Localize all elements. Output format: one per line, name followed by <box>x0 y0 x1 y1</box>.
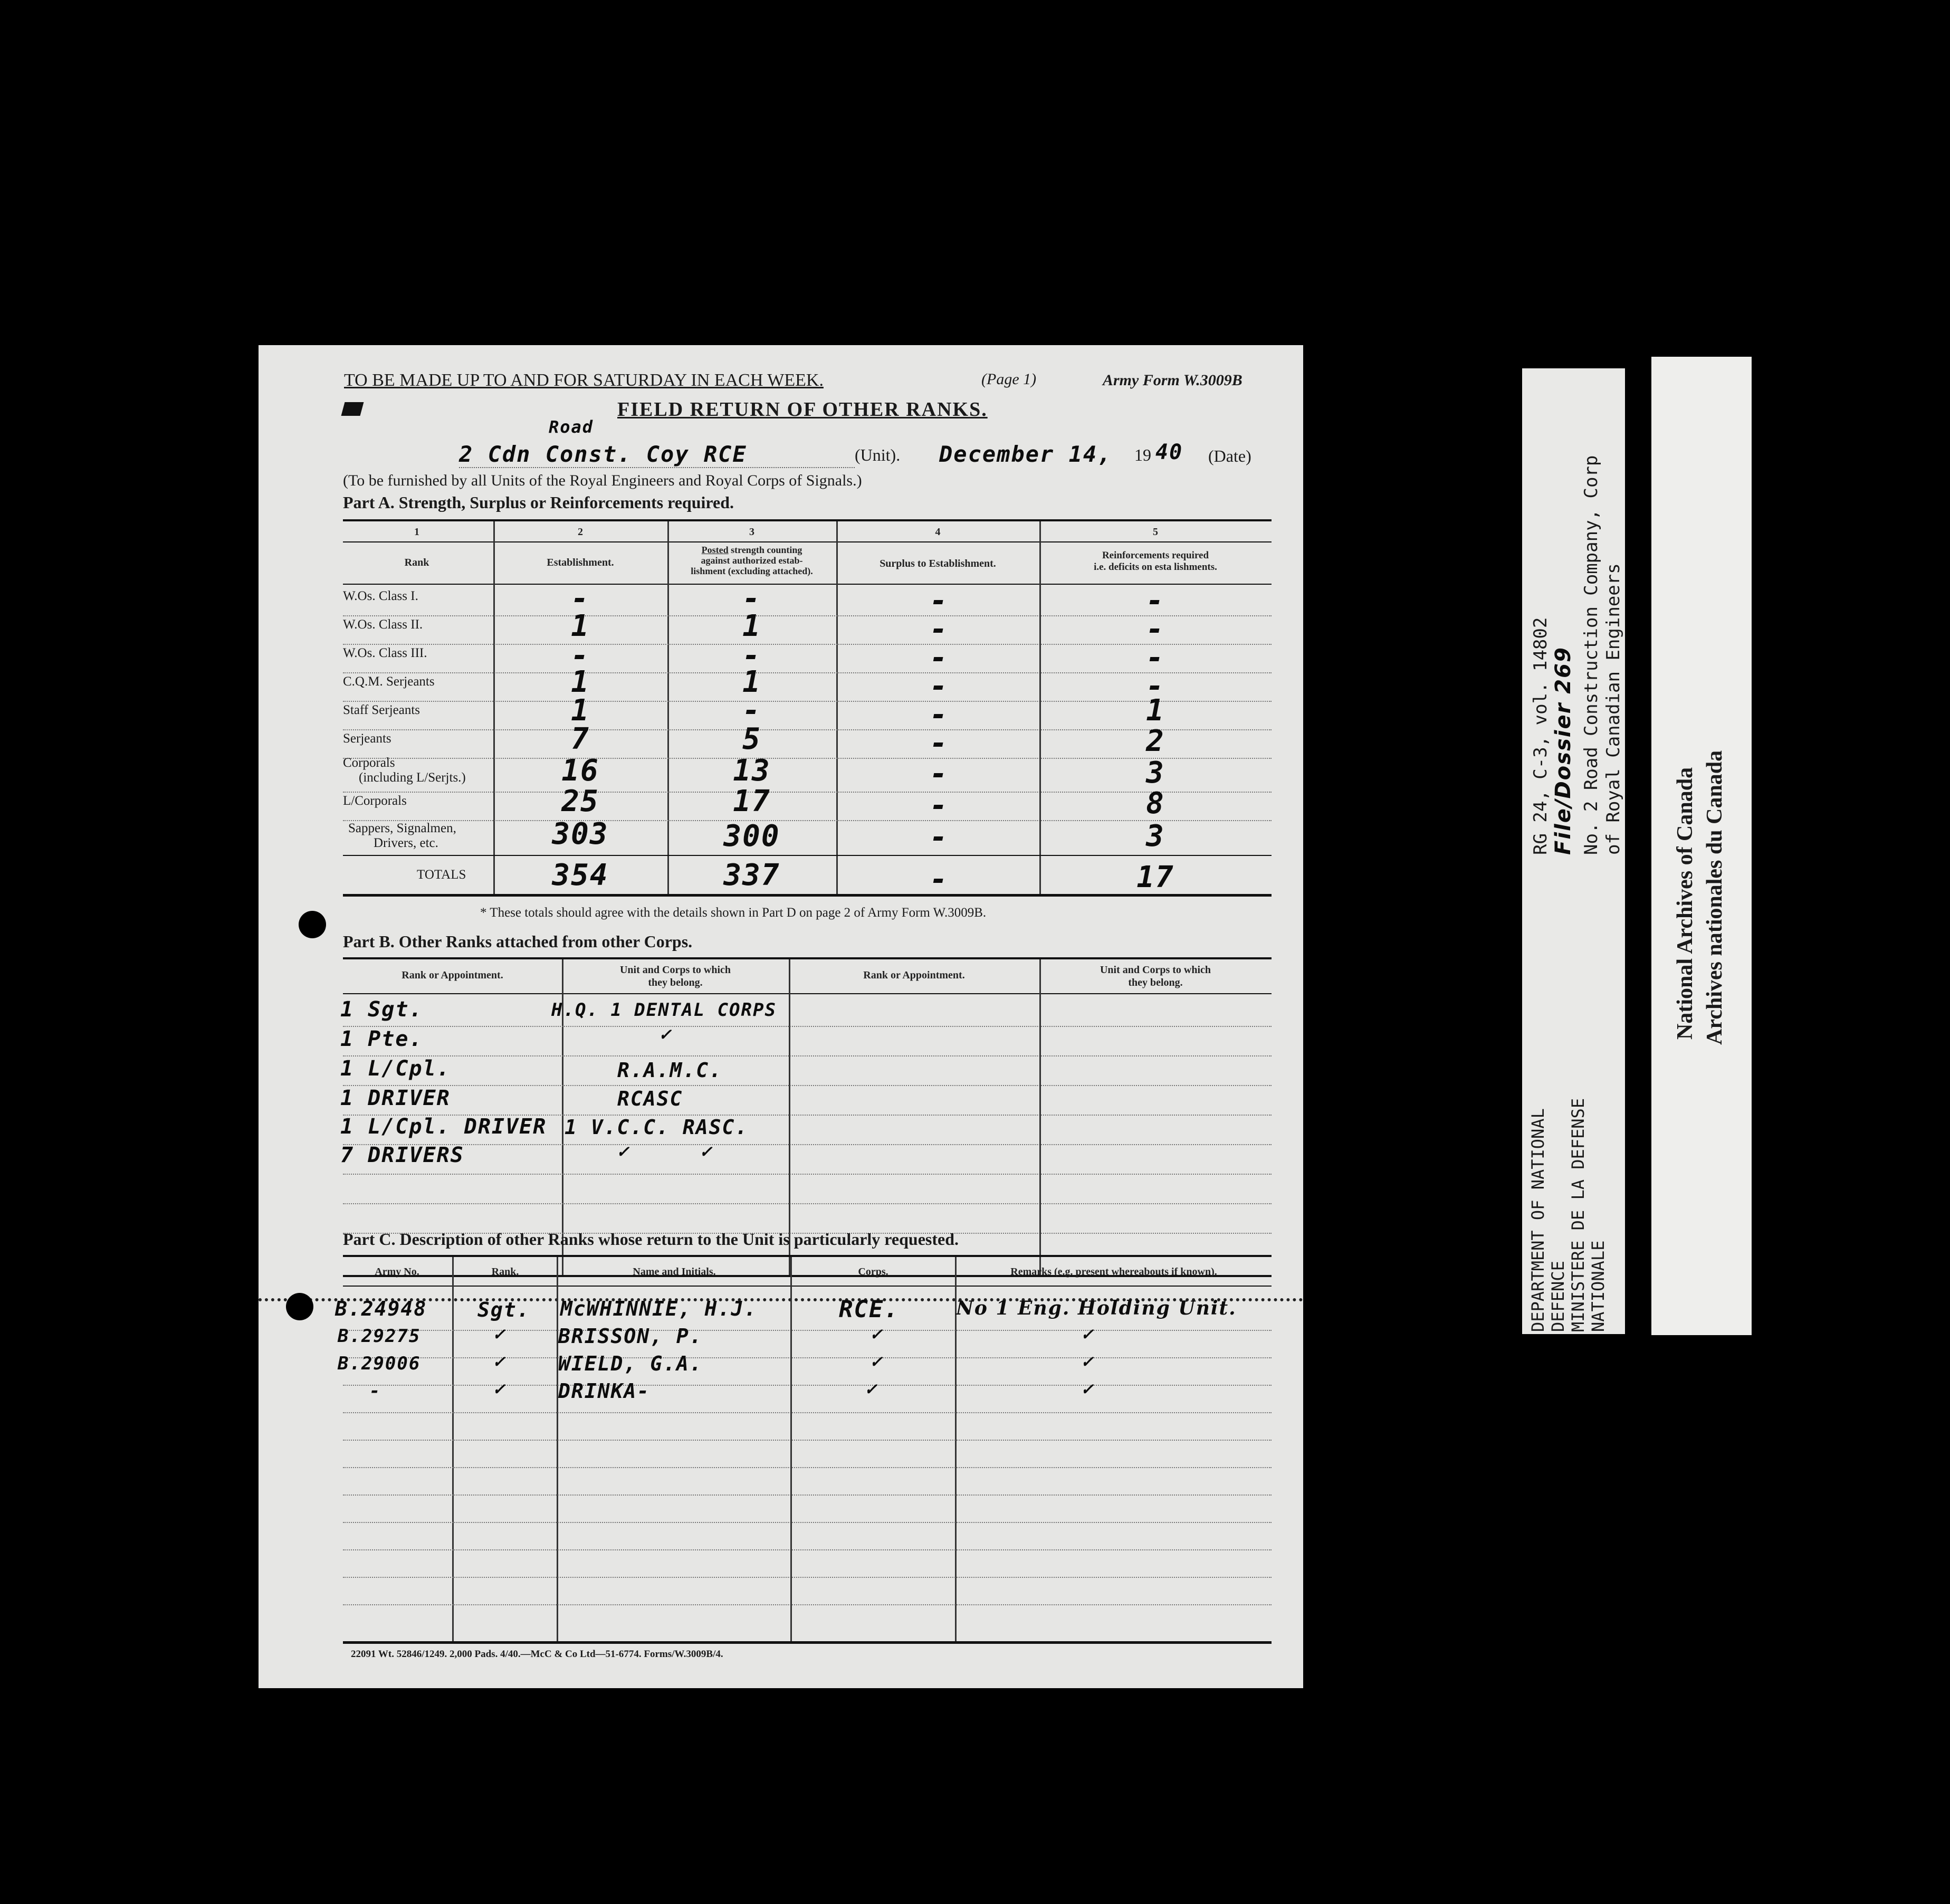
soldier-corps: ✓ <box>871 1351 883 1372</box>
soldier-corps: ✓ <box>871 1324 883 1345</box>
attached-rank: 1 L/Cpl. DRIVER <box>340 1115 547 1139</box>
rank-label: Serjeants <box>343 731 391 746</box>
soldier-rank: Sgt. <box>477 1298 530 1321</box>
totals-top-rule <box>343 855 1272 856</box>
surplus-value: - <box>930 757 949 791</box>
rank-label: Staff Serjeants <box>343 703 420 717</box>
attached-rank: 1 Sgt. <box>340 997 423 1022</box>
row-sep <box>343 1467 1272 1468</box>
establishment-value: 1 <box>571 665 590 699</box>
record-group: RG 24, C-3, vol. 14802 <box>1530 617 1551 855</box>
rank-label: Sappers, Signalmen, <box>348 821 456 835</box>
c-header-rank: Rank. <box>491 1266 519 1278</box>
nac-french: Archives nationales du Canada <box>1703 750 1727 1045</box>
row-sep <box>343 1412 1272 1413</box>
part-a-vline-1 <box>493 521 495 896</box>
part-a-vline-3 <box>836 521 838 896</box>
b-header-unit2-line2: they belong. <box>1128 977 1183 988</box>
nac-english: National Archives of Canada <box>1673 767 1697 1040</box>
army-number: B.29006 <box>338 1353 421 1374</box>
establishment-value: 7 <box>571 722 590 756</box>
col-number-rule <box>343 541 1272 542</box>
soldier-name: DRINKA- <box>558 1379 651 1403</box>
unit-insert-road: Road <box>549 417 594 437</box>
reinf-line1: Reinforcements required <box>1102 550 1209 561</box>
reinforcement-value: 8 <box>1146 786 1165 821</box>
posted-value: 17 <box>733 784 771 818</box>
row-sep <box>343 1440 1272 1441</box>
row-sep <box>343 1055 1272 1056</box>
part-b-vline-3 <box>1039 959 1041 1276</box>
attached-rank: 1 DRIVER <box>340 1086 451 1110</box>
part-c-vline-2 <box>557 1257 558 1642</box>
unit-name: 2 Cdn Const. Coy RCE <box>459 441 855 468</box>
rank-label: C.Q.M. Serjeants <box>343 674 435 689</box>
row-sep <box>343 1494 1272 1496</box>
row-sep <box>343 1604 1272 1605</box>
posted-value: 300 <box>723 819 780 853</box>
reinforcement-value: - <box>1146 669 1165 703</box>
b-header-unit <box>565 964 786 989</box>
attached-unit: RCASC <box>617 1087 683 1110</box>
posted-line1: strength counting <box>731 545 802 555</box>
soldier-rank: ✓ <box>493 1378 505 1400</box>
reinforcement-value: 2 <box>1146 724 1165 758</box>
surplus-value: - <box>930 641 949 675</box>
surplus-value: - <box>930 726 949 760</box>
posted-line3: lishment (excluding attached). <box>691 566 813 576</box>
attached-unit: H.Q. 1 DENTAL CORPS <box>551 999 777 1021</box>
dept-line4: NATIONALE <box>1588 1240 1608 1332</box>
pointing-hand-icon <box>341 402 364 416</box>
soldier-remarks: ✓ <box>1082 1351 1094 1372</box>
date-label: (Date) <box>1208 446 1251 465</box>
attached-unit: ✓ ✓ <box>617 1141 712 1162</box>
part-c-header-rule <box>343 1286 1272 1287</box>
punch-hole <box>286 1293 313 1320</box>
col-header-posted <box>667 545 836 576</box>
surplus-value: - <box>930 612 949 646</box>
reinforcement-value: 3 <box>1146 819 1165 853</box>
reinforcement-value: - <box>1146 584 1165 618</box>
surplus-value: - <box>930 584 949 618</box>
page-number: (Page 1) <box>981 370 1037 388</box>
army-form-number: Army Form W.3009B <box>1103 372 1242 389</box>
attached-unit: 1 V.C.C. RASC. <box>565 1116 749 1139</box>
total-reinforcements: 17 <box>1136 860 1174 894</box>
totals-label: TOTALS <box>417 868 466 882</box>
part-c-top-rule <box>343 1255 1272 1257</box>
establishment-value: 25 <box>561 784 599 818</box>
reinf-line2: i.e. deficits on esta lishments. <box>1094 561 1217 573</box>
col-number-5: 5 <box>1153 526 1158 538</box>
part-a-vline-4 <box>1039 521 1041 896</box>
attached-unit: ✓ <box>659 1024 672 1045</box>
reinforcement-value: - <box>1146 641 1165 675</box>
c-header-corps: Corps. <box>858 1266 888 1278</box>
col-header-rank: Rank <box>404 557 429 568</box>
file-dossier: File/Dossier 269 <box>1551 646 1575 855</box>
soldier-remarks: ✓ <box>1082 1324 1094 1345</box>
total-posted: 337 <box>723 858 780 892</box>
row-sep <box>343 1026 1272 1027</box>
soldier-rank: ✓ <box>493 1324 505 1345</box>
form-sheet <box>259 345 1303 1688</box>
soldier-rank: ✓ <box>493 1351 505 1372</box>
soldier-remarks: No 1 Eng. Holding Unit. <box>956 1297 1237 1319</box>
dept-line3: MINISTERE DE LA DEFENSE <box>1568 1098 1588 1332</box>
b-header-unit-line1: Unit and Corps to which <box>619 964 731 976</box>
row-sep <box>343 1203 1272 1204</box>
total-surplus: - <box>930 862 949 897</box>
attached-rank: 7 DRIVERS <box>340 1143 464 1167</box>
posted-value: - <box>742 582 761 616</box>
part-b-header-rule <box>343 993 1272 994</box>
army-number: B.24948 <box>335 1297 427 1320</box>
row-sep <box>343 1522 1272 1523</box>
posted-value: - <box>742 639 761 673</box>
totals-note: * These totals should agree with the details shown in Part D on page 2 of Army Form W.3009B. <box>480 906 987 920</box>
print-footer: 22091 Wt. 52846/1249. 2,000 Pads. 4/40.—McC & Co Ltd—51-6774. Forms/W.3009B/4. <box>351 1649 723 1660</box>
col-number-4: 4 <box>935 526 941 538</box>
attached-unit: R.A.M.C. <box>617 1059 723 1082</box>
part-b-top-rule <box>343 957 1272 959</box>
posted-value: 5 <box>742 722 761 756</box>
c-header-name: Name and Initials. <box>633 1266 716 1278</box>
dept-line1: DEPARTMENT OF NATIONAL <box>1528 1108 1548 1332</box>
furnish-note: (To be furnished by all Units of the Royal Engineers and Royal Corps of Signals.) <box>343 472 862 489</box>
soldier-corps: ✓ <box>865 1378 877 1400</box>
year-handwritten: 40 <box>1155 440 1183 464</box>
c-header-remarks: Remarks (e.g. present whereabouts if known). <box>1010 1266 1217 1278</box>
row-sep <box>343 1174 1272 1175</box>
row-sep <box>343 1144 1272 1145</box>
establishment-value: 1 <box>571 693 590 728</box>
reinforcement-value: 3 <box>1146 756 1165 790</box>
attached-rank: 1 L/Cpl. <box>340 1056 451 1081</box>
establishment-value: - <box>571 639 590 673</box>
b-header-unit-2 <box>1039 964 1272 989</box>
soldier-name: BRISSON, P. <box>558 1325 703 1348</box>
rank-label-line2: Drivers, etc. <box>374 836 438 850</box>
posted-value: - <box>742 693 761 728</box>
reinforcement-value: 1 <box>1146 693 1165 728</box>
rank-label: L/Corporals <box>343 794 407 808</box>
unit-label: (Unit). <box>855 445 901 464</box>
part-c-title: Part C. Description of other Ranks whose return to the Unit is particularly requested. <box>343 1230 959 1249</box>
posted-word: Posted <box>701 545 729 555</box>
surplus-value: - <box>930 698 949 732</box>
b-header-rank: Rank or Appointment. <box>402 969 503 981</box>
header-instruction: TO BE MADE UP TO AND FOR SATURDAY IN EACH WEEK. <box>344 370 824 390</box>
soldier-name: McWHINNIE, H.J. <box>560 1297 758 1320</box>
row-sep <box>343 1549 1272 1550</box>
rank-label: Corporals <box>343 756 395 770</box>
c-header-army-no: Army No. <box>375 1266 419 1278</box>
establishment-value: 16 <box>561 754 599 788</box>
total-establishment: 354 <box>552 858 609 892</box>
b-header-rank-2: Rank or Appointment. <box>863 969 965 981</box>
row-sep <box>343 1577 1272 1578</box>
rank-label-line2: (including L/Serjts.) <box>359 770 466 785</box>
col-number-2: 2 <box>578 526 583 538</box>
establishment-value: 1 <box>571 609 590 643</box>
col-header-establishment: Establishment. <box>547 557 614 568</box>
army-number: - <box>369 1381 381 1402</box>
dept-line2: DEFENCE <box>1548 1261 1568 1332</box>
nac-label-card <box>1651 357 1752 1335</box>
part-b-title: Part B. Other Ranks attached from other Corps. <box>343 932 693 951</box>
part-a-title: Part A. Strength, Surplus or Reinforcements required. <box>343 493 734 512</box>
posted-value: 1 <box>742 609 761 643</box>
surplus-value: - <box>930 788 949 823</box>
unit-description-line2: of Royal Canadian Engineers <box>1603 563 1624 855</box>
soldier-name: WIELD, G.A. <box>558 1352 703 1375</box>
part-a-top-rule <box>343 519 1272 521</box>
part-a-vline-2 <box>667 521 669 896</box>
b-header-unit2-line1: Unit and Corps to which <box>1100 964 1211 976</box>
soldier-remarks: ✓ <box>1082 1378 1094 1400</box>
part-c-bottom-rule <box>343 1641 1272 1644</box>
surplus-value: - <box>930 820 949 854</box>
col-header-reinforcements <box>1039 550 1272 573</box>
b-header-unit-line2: they belong. <box>648 977 703 988</box>
posted-line2: against authorized estab- <box>701 555 803 566</box>
row-sep <box>343 1357 1272 1358</box>
establishment-value: - <box>571 582 590 616</box>
row-sep <box>343 1385 1272 1386</box>
attached-rank: 1 Pte. <box>340 1027 423 1051</box>
unit-description-line1: No. 2 Road Construction Company, Corp <box>1581 455 1602 855</box>
col-number-1: 1 <box>414 526 419 538</box>
col-number-3: 3 <box>749 526 754 538</box>
punch-hole <box>299 911 326 938</box>
rank-label: W.Os. Class II. <box>343 617 423 632</box>
part-c-vline-1 <box>452 1257 454 1642</box>
rank-label: W.Os. Class I. <box>343 589 418 603</box>
row-sep <box>343 1085 1272 1086</box>
rank-label: W.Os. Class III. <box>343 646 427 660</box>
posted-value: 1 <box>742 665 761 699</box>
part-c-vline-3 <box>790 1257 792 1642</box>
establishment-value: 303 <box>552 817 609 851</box>
surplus-value: - <box>930 669 949 703</box>
col-header-surplus: Surplus to Establishment. <box>880 558 996 569</box>
row-sep <box>343 1330 1272 1331</box>
army-number: B.29275 <box>338 1326 421 1347</box>
posted-value: 13 <box>733 754 771 788</box>
part-b-vline-2 <box>789 959 790 1276</box>
year-prefix: 19 <box>1134 445 1151 464</box>
date-handwritten: December 14, <box>939 441 1112 467</box>
reinforcement-value: - <box>1146 612 1165 646</box>
form-title: FIELD RETURN OF OTHER RANKS. <box>617 398 988 421</box>
soldier-corps: RCE. <box>839 1296 899 1323</box>
